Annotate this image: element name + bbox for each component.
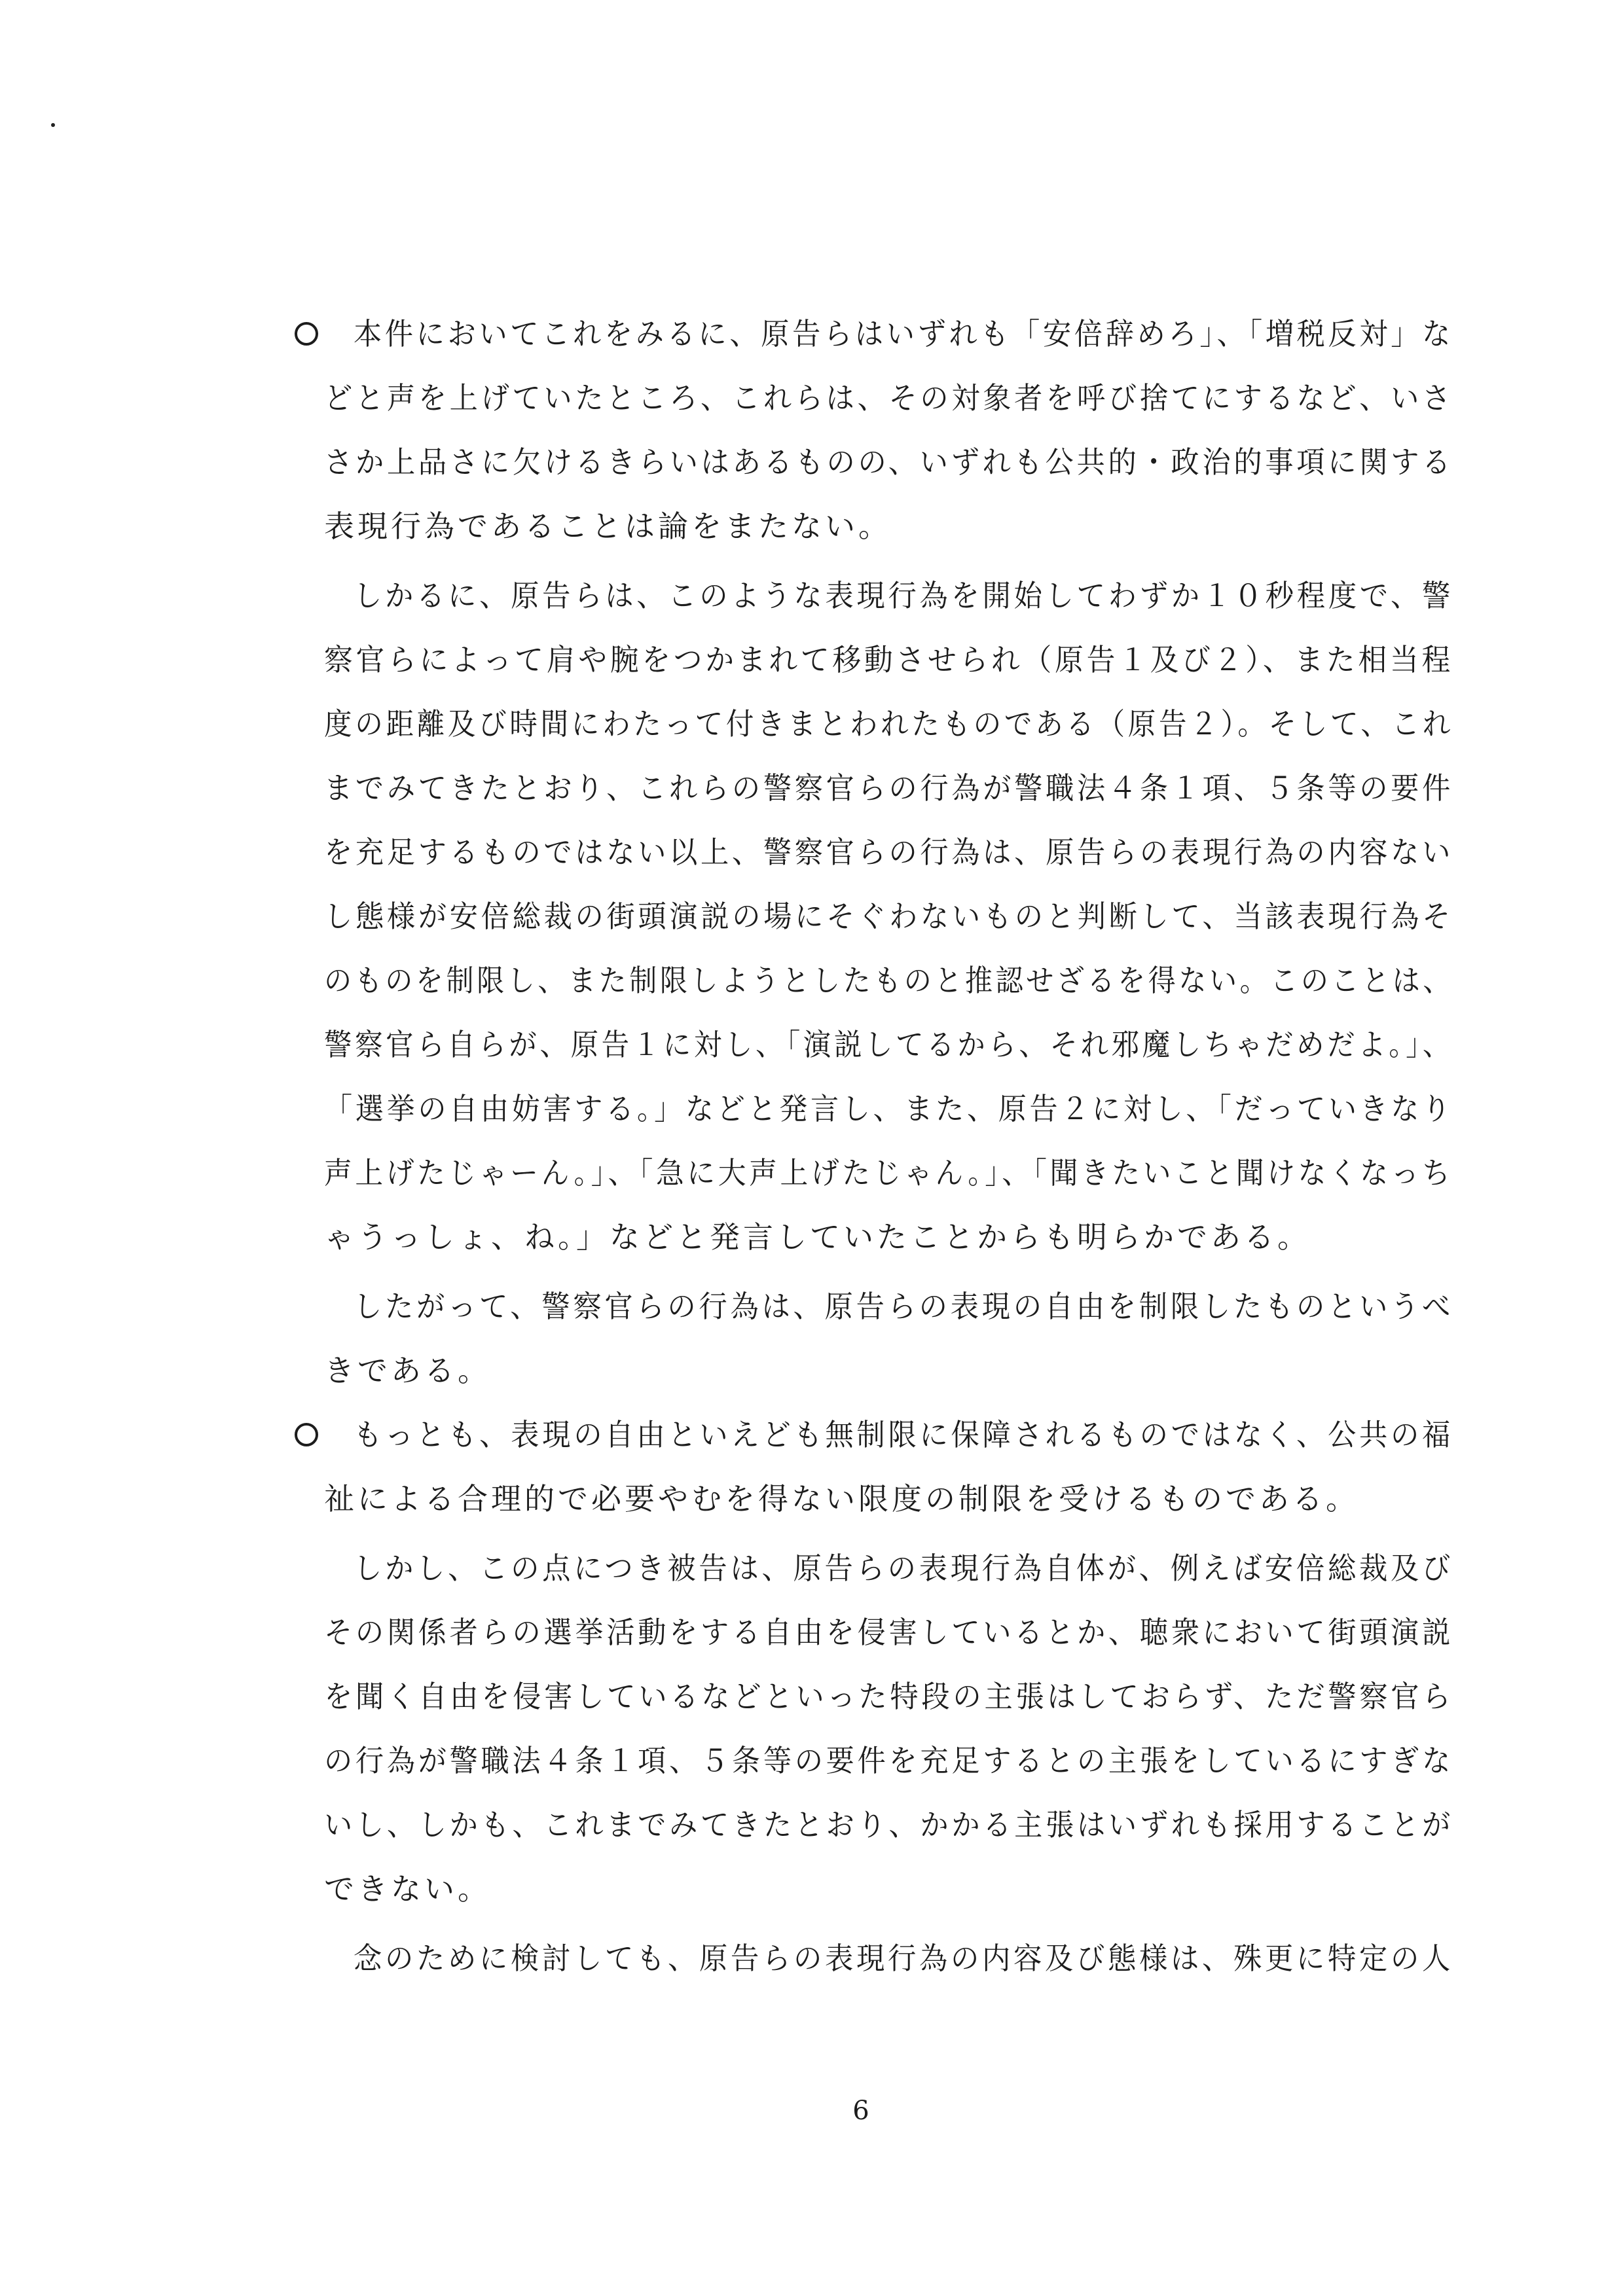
text-line: 祉による合理的で必要やむを得ない限度の制限を受けるものである。 [324, 1481, 1359, 1516]
text-line: のものを制限し、また制限しようとしたものと推認せざるを得ない。このことは、 [324, 963, 1453, 998]
text-line: までみてきたとおり、これらの警察官らの行為が警職法４条１項、５条等の要件 [324, 770, 1453, 806]
text-line: 「選挙の自由妨害する。」などと発言し、また、原告２に対し、「だっていきなり [324, 1091, 1453, 1126]
page-number: 6 [852, 2096, 869, 2126]
text-line: ゃうっしょ、ね。」などと発言していたことからも明らかである。 [324, 1219, 1311, 1255]
text-line: さか上品さに欠けるきらいはあるものの、いずれも公共的・政治的事項に関する [324, 444, 1454, 480]
text-line: しかし、この点につき被告は、原告らの表現行為自体が、例えば安倍総裁及び [354, 1551, 1454, 1586]
text-line: その関係者らの選挙活動をする自由を侵害しているとか、聴衆において街頭演説 [324, 1615, 1453, 1650]
text-line: したがって、警察官らの行為は、原告らの表現の自由を制限したものというべ [354, 1289, 1454, 1324]
text-line: を聞く自由を侵害しているなどといった特段の主張はしておらず、ただ警察官ら [324, 1679, 1454, 1714]
text-line: 本件においてこれをみるに、原告らはいずれも「安倍辞めろ」、「増税反対」な [354, 316, 1453, 351]
paragraph-bullet-circle [295, 322, 318, 346]
text-line: 声上げたじゃーん。」、「急に大声上げたじゃん。」、「聞きたいこと聞けなくなっち [324, 1155, 1453, 1191]
text-line: し態様が安倍総裁の街頭演説の場にそぐわないものと判断して、当該表現行為そ [324, 899, 1454, 934]
text-line: いし、しかも、これまでみてきたとおり、かかる主張はいずれも採用することが [324, 1807, 1453, 1842]
scan-speck [51, 123, 55, 127]
text-line: の行為が警職法４条１項、５条等の要件を充足するとの主張をしているにすぎな [324, 1743, 1453, 1778]
text-line: きである。 [324, 1353, 491, 1388]
text-line: もっとも、表現の自由といえども無制限に保障されるものではなく、公共の福 [354, 1417, 1454, 1452]
text-line: しかるに、原告らは、このような表現行為を開始してわずか１０秒程度で、警 [354, 578, 1454, 613]
text-line: どと声を上げていたところ、これらは、その対象者を呼び捨てにするなど、いさ [324, 380, 1453, 416]
text-line: 念のために検討しても、原告らの表現行為の内容及び態様は、殊更に特定の人 [354, 1941, 1453, 1976]
text-line: 警察官ら自らが、原告１に対し、「演説してるから、それ邪魔しちゃだめだよ。」、 [324, 1027, 1453, 1062]
text-line: を充足するものではない以上、警察官らの行為は、原告らの表現行為の内容ない [324, 834, 1453, 870]
text-line: 度の距離及び時間にわたって付きまとわれたものである（原告２）。そして、これ [324, 706, 1454, 742]
text-line: 表現行為であることは論をまたない。 [324, 509, 892, 544]
text-line: できない。 [324, 1871, 491, 1907]
paragraph-bullet-circle [295, 1423, 318, 1446]
text-line: 察官らによって肩や腕をつかまれて移動させられ（原告１及び２）、また相当程 [324, 642, 1453, 677]
